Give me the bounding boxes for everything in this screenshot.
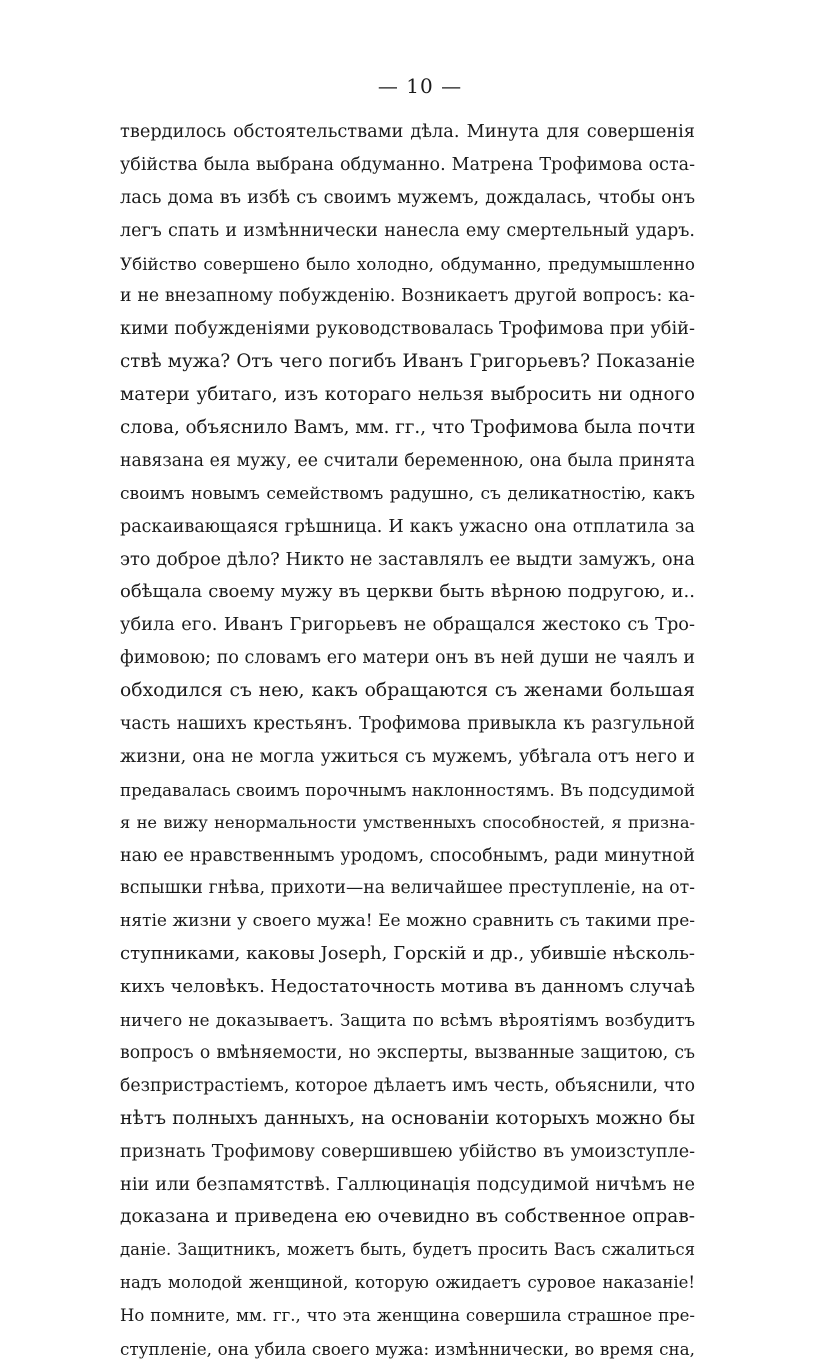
text-line: я не вижу ненормальности умственныхъ способностей, я призна- — [120, 812, 695, 832]
text-line: матери убитаго, изъ котораго нельзя выбросить ни одного — [120, 384, 695, 406]
text-line: Убійство совершено было холодно, обдуманно, предумышленно — [120, 253, 695, 274]
text-line: фимовою; по словамъ его матери онъ въ ней души не чаялъ и — [120, 648, 695, 669]
text-line: кими побужденіями руководствовалась Трофимова при убій- — [120, 319, 695, 340]
text-line: часть нашихъ крестьянъ. Трофимова привыкла къ разгульной — [120, 714, 695, 735]
page-number: — 10 — — [377, 74, 463, 98]
text-line: убила его. Иванъ Григорьевъ не обращался жестоко съ Тро- — [120, 615, 695, 636]
text-line: Но помните, мм. гг., что эта женщина совершила страшное пре- — [120, 1306, 695, 1326]
text-line: раскаивающаяся грѣшница. И какъ ужасно она отплатила за — [120, 516, 695, 537]
text-line: ничего не доказываетъ. Защита по всѣмъ вѣроятіямъ возбудитъ — [120, 1010, 695, 1031]
text-line: предавалась своимъ порочнымъ наклонностямъ. Въ подсудимой — [120, 779, 695, 800]
body-text — [120, 116, 695, 1366]
text-line: кихъ человѣкъ. Недостаточность мотива въ данномъ случаѣ — [120, 976, 695, 998]
text-line: ніи или безпамятствѣ. Галлюцинація подсудимой ничѣмъ не — [120, 1174, 695, 1195]
text-line: твердилось обстоятельствами дѣла. Минута для совершенія — [120, 122, 695, 142]
text-line: вспышки гнѣва, прихоти—на величайшее преступленіе, на от- — [120, 878, 695, 899]
text-line: лась дома въ избѣ съ своимъ мужемъ, дождалась, чтобы онъ — [120, 187, 695, 208]
text-line: ступниками, каковы Joseph, Горскій и др., убившіе нѣсколь- — [120, 943, 695, 965]
text-line: вопросъ о вмѣняемости, но эксперты, вызванные защитою, съ — [120, 1042, 695, 1063]
text-line: безпристрастіемъ, которое дѣлаетъ имъ честь, объяснили, что — [120, 1075, 695, 1096]
text-line: наю ее нравственнымъ уродомъ, способнымъ, ради минутной — [120, 845, 695, 866]
text-line: нятіе жизни у своего мужа! Ее можно сравнить съ такими пре- — [120, 911, 695, 932]
text-line: признать Трофимову совершившею убійство въ умоизступле- — [120, 1141, 695, 1162]
text-line: нѣтъ полныхъ данныхъ, на основаніи которыхъ можно бы — [120, 1107, 695, 1129]
text-line: обѣщала своему мужу въ церкви быть вѣрною подругою, и.. — [120, 581, 695, 603]
text-line: жизни, она не могла ужиться съ мужемъ, убѣгала отъ него и — [120, 746, 695, 767]
text-line: обходился съ нею, какъ обращаются съ женами большая — [120, 680, 695, 702]
text-line: даніе. Защитникъ, можетъ быть, будетъ просить Васъ сжалиться — [120, 1240, 695, 1260]
text-line: доказана и приведена ею очевидно въ собственное оправ- — [120, 1206, 695, 1228]
text-line: слова, объяснило Вамъ, мм. гг., что Трофимова была почти — [120, 417, 695, 439]
text-line: ствѣ мужа? Отъ чего погибъ Иванъ Григорьевъ? Показаніе — [120, 351, 695, 373]
text-line: легъ спать и измѣннически нанесла ему смертельный ударъ. — [120, 220, 695, 241]
text-line: это доброе дѣло? Никто не заставлялъ ее выдти замужъ, она — [120, 549, 695, 570]
text-line: убійства была выбрана обдуманно. Матрена Трофимова оста- — [120, 154, 695, 175]
text-line: ступленіе, она убила своего мужа: измѣннически, во время сна, — [120, 1338, 695, 1359]
text-line: своимъ новымъ семействомъ радушно, съ деликатностію, какъ — [120, 483, 695, 504]
text-line: навязана ея мужу, ее считали беременною, она была принята — [120, 450, 695, 471]
text-line: и не внезапному побужденію. Возникаетъ другой вопросъ: ка- — [120, 286, 695, 307]
text-line: надъ молодой женщиной, которую ожидаетъ суровое наказаніе! — [120, 1273, 695, 1293]
